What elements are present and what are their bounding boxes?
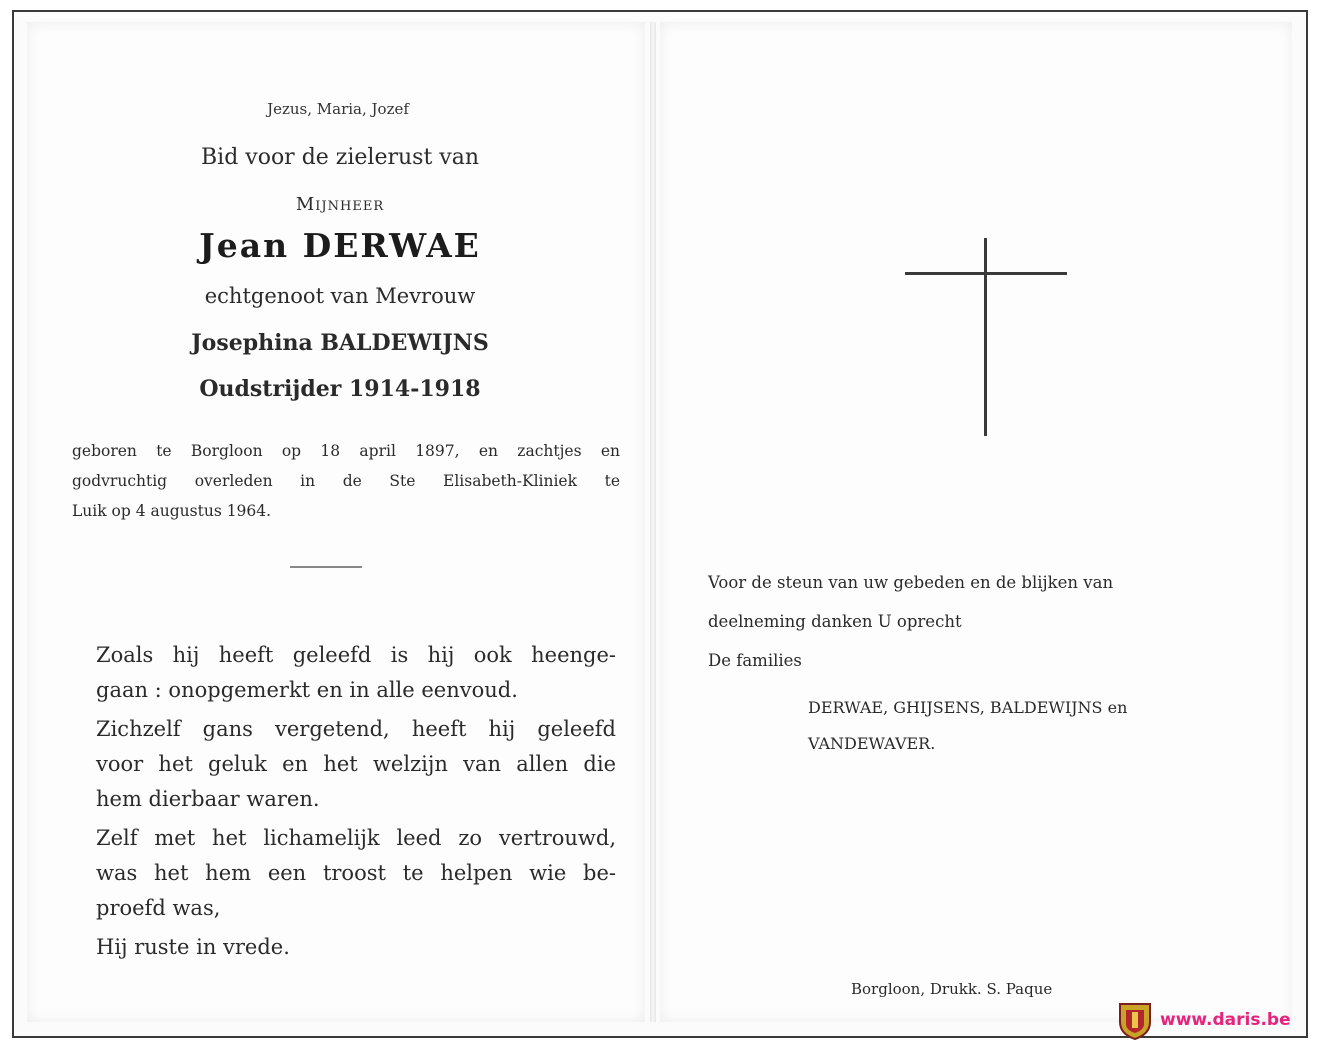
poem-line: hem dierbaar waren. [96,787,320,811]
poem-line: Zichzelf gans vergetend, heeft hij geleefd [96,717,616,741]
card-fold [650,22,656,1022]
poem-line: voor het geluk en het welzijn van allen die [96,752,616,776]
birth-line: geboren te Borgloon op 18 april 1897, en zachtjes en [72,442,620,460]
invocation: Jezus, Maria, Jozef [267,100,409,118]
spouse-name: Josephina BALDEWIJNS [191,330,489,356]
crest-icon [1118,1000,1152,1040]
poem-line: Zelf met het lichamelijk leed zo vertrouwd, [96,826,616,850]
poem-line: Zoals hij heeft geleefd is hij ook heenge- [96,643,616,667]
deceased-name: Jean DERWAE [199,226,481,265]
memorial-poem [96,638,616,965]
honorific: Mijnheer [295,194,385,215]
watermark-site[interactable]: www.daris.be [1160,1010,1291,1030]
birth-line: Luik op 4 augustus 1964. [72,502,272,520]
veteran-title: Oudstrijder 1914-1918 [199,376,481,402]
poem-line: proefd was, [96,896,221,920]
spouse-intro: echtgenoot van Mevrouw [204,284,476,308]
birth-line: godvruchtig overleden in de Ste Elisabeth-Kliniek te [72,472,620,490]
prayer-intro: Bid voor de zielerust van [200,145,480,170]
thanks-line: deelneming danken U oprecht [708,612,962,631]
family-line: DERWAE, GHIJSENS, BALDEWIJNS en [808,698,1128,717]
cross-icon-bar [905,272,1067,275]
cross-icon [984,238,987,436]
family-line: VANDEWAVER. [808,734,936,753]
thanks-line: Voor de steun van uw gebeden en de blijken van [708,573,1114,592]
printer-credit: Borgloon, Drukk. S. Paque [851,980,1053,998]
thanks-text [708,563,1248,680]
family-names [808,690,1248,762]
thanks-line: De families [708,651,802,670]
divider-rule [290,566,362,568]
poem-line: Hij ruste in vrede. [96,935,290,959]
poem-line: was het hem een troost te helpen wie be- [96,861,616,885]
poem-line: gaan : onopgemerkt en in alle eenvoud. [96,678,518,702]
right-page [660,22,1292,1022]
birth-death-text [72,436,620,526]
